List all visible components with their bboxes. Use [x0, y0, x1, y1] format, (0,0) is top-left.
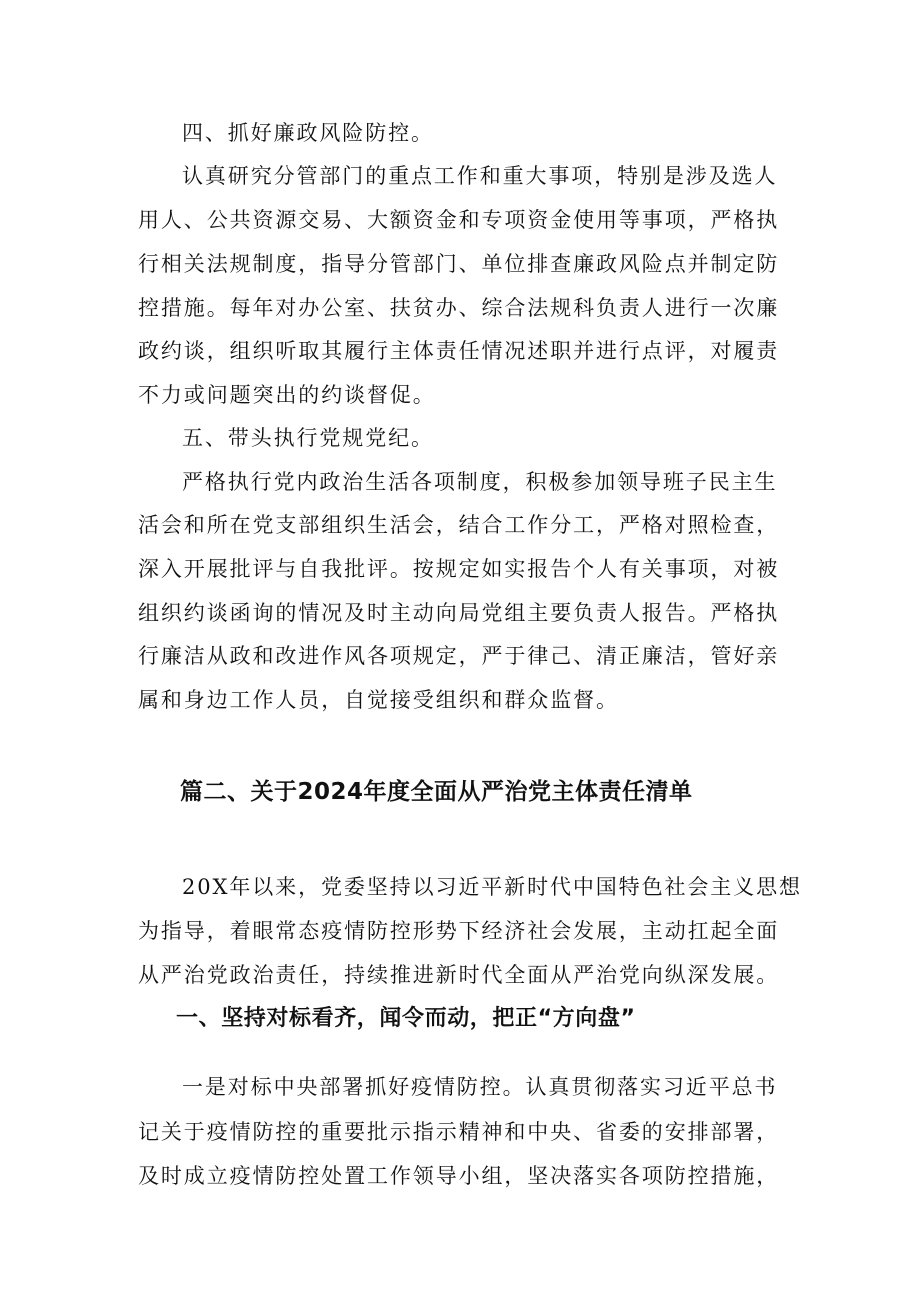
paragraph-line: 20X年以来，党委坚持以习近平新时代中国特色社会主义思想	[182, 875, 802, 899]
section-1-title: 一、坚持对标看齐，闻令而动，把正“方向盘”	[176, 1006, 636, 1031]
paragraph-line: 政约谈，组织听取其履行主体责任情况述职并进行点评，对履责	[138, 339, 780, 363]
paragraph-line: 用人、公共资源交易、大额资金和专项资金使用等事项，严格执	[138, 208, 780, 232]
paragraph-line: 属和身边工作人员，自觉接受组织和群众监督。	[138, 688, 619, 712]
paragraph-line: 记关于疫情防控的重要批示指示精神和中央、省委的安排部署，	[138, 1120, 780, 1144]
section-4-title: 四、抓好廉政风险防控。	[182, 121, 434, 145]
paragraph-line: 行相关法规制度，指导分管部门、单位排查廉政风险点并制定防	[138, 252, 780, 276]
paragraph-line: 活会和所在党支部组织生活会，结合工作分工，严格对照检查，	[138, 513, 780, 537]
paragraph-line: 及时成立疫情防控处置工作领导小组，坚决落实各项防控措施，	[138, 1164, 780, 1188]
paragraph-line: 组织约谈函询的情况及时主动向局党组主要负责人报告。严格执	[138, 601, 780, 625]
paragraph-line: 为指导，着眼常态疫情防控形势下经济社会发展，主动扛起全面	[138, 919, 780, 943]
paragraph-line: 不力或问题突出的约谈督促。	[138, 383, 436, 407]
paragraph-line: 一是对标中央部署抓好疫情防控。认真贯彻落实习近平总书	[182, 1075, 778, 1099]
section-5-title: 五、带头执行党规党纪。	[182, 426, 434, 450]
part-2-title: 篇二、关于2024年度全面从严治党主体责任清单	[180, 779, 693, 805]
paragraph-line: 认真研究分管部门的重点工作和重大事项，特别是涉及选人	[182, 164, 778, 188]
paragraph-line: 深入开展批评与自我批评。按规定如实报告个人有关事项，对被	[138, 557, 780, 581]
paragraph-line: 行廉洁从政和改进作风各项规定，严于律己、清正廉洁，管好亲	[138, 644, 780, 668]
paragraph-line: 控措施。每年对办公室、扶贫办、综合法规科负责人进行一次廉	[138, 296, 780, 320]
paragraph-line: 严格执行党内政治生活各项制度，积极参加领导班子民主生	[182, 470, 778, 494]
paragraph-line: 从严治党政治责任，持续推进新时代全面从严治党向纵深发展。	[138, 963, 780, 987]
